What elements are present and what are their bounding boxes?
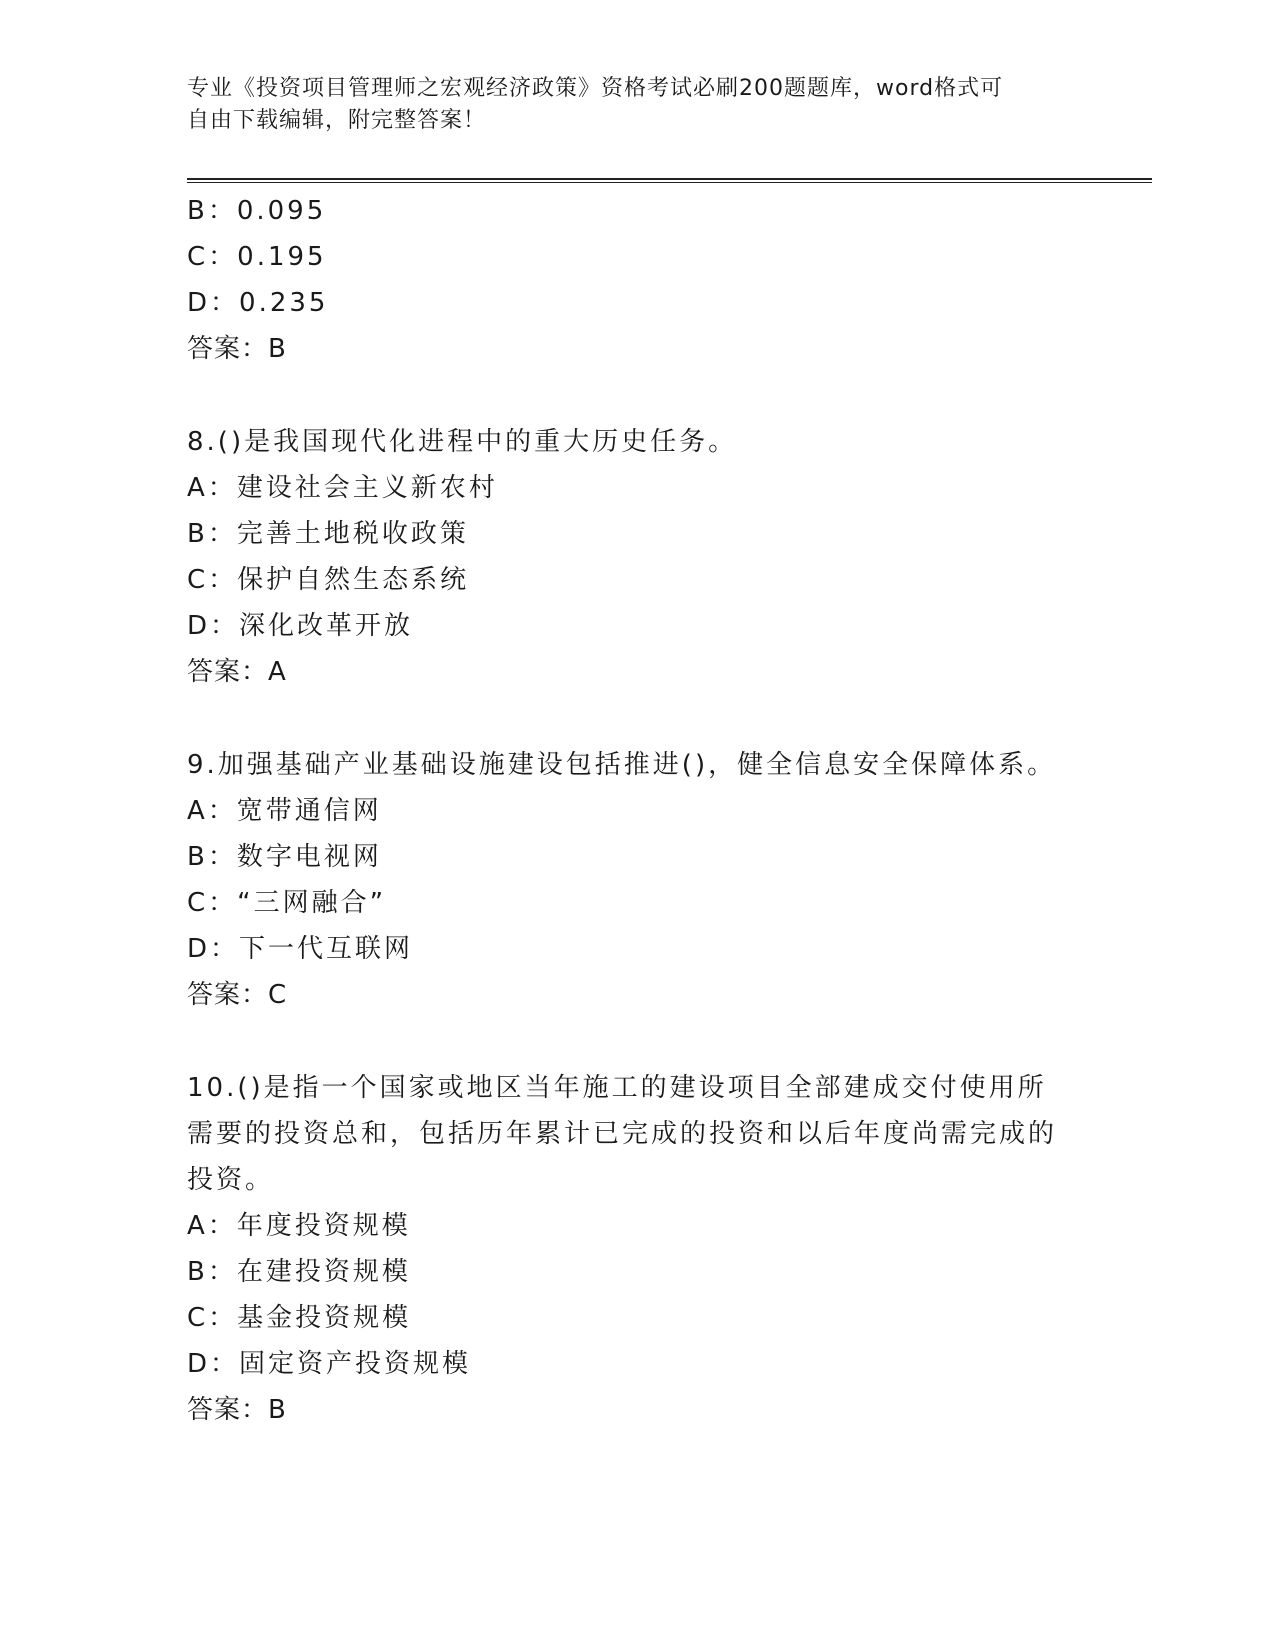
- question-9: [187, 742, 1067, 1018]
- option-b: B：完善土地税收政策: [187, 519, 469, 549]
- question-stem: 9.加强基础产业基础设施建设包括推进()，健全信息安全保障体系。: [187, 750, 1057, 780]
- option-b: B：数字电视网: [187, 842, 382, 872]
- header-title-line-1: 专业《投资项目管理师之宏观经济政策》资格考试必刷200题题库，word格式可: [187, 76, 1004, 101]
- option-b: B：在建投资规模: [187, 1257, 411, 1287]
- question-8: [187, 419, 1067, 695]
- option-c: C：“三网融合”: [187, 888, 387, 918]
- option-d: D：深化改革开放: [187, 611, 414, 641]
- question-stem: 8.()是我国现代化进程中的重大历史任务。: [187, 427, 738, 457]
- option-d: D：固定资产投资规模: [187, 1349, 472, 1379]
- header-divider: [187, 178, 1152, 183]
- answer-line: 答案：B: [187, 1395, 287, 1425]
- option-c: C：基金投资规模: [187, 1303, 412, 1333]
- question-list: [187, 188, 1067, 1433]
- answer-line: 答案：A: [187, 657, 287, 687]
- option-c: C：0.195: [187, 242, 327, 272]
- option-b: B：0.095: [187, 196, 327, 226]
- option-a: A：宽带通信网: [187, 796, 382, 826]
- option-a: A：建设社会主义新农村: [187, 473, 498, 503]
- question-stem: 10.()是指一个国家或地区当年施工的建设项目全部建成交付使用所需要的投资总和，包括历年累计已完成的投资和以后年度尚需完成的投资。: [187, 1073, 1058, 1195]
- answer-line: 答案：B: [187, 334, 287, 364]
- answer-line: 答案：C: [187, 980, 288, 1010]
- header-title-line-2: 自由下载编辑，附完整答案！: [187, 108, 487, 133]
- document-header: [187, 73, 1067, 137]
- option-d: D：0.235: [187, 288, 329, 318]
- option-c: C：保护自然生态系统: [187, 565, 470, 595]
- question-partial: [187, 188, 1067, 372]
- question-10: [187, 1065, 1067, 1433]
- option-d: D：下一代互联网: [187, 934, 414, 964]
- option-a: A：年度投资规模: [187, 1211, 411, 1241]
